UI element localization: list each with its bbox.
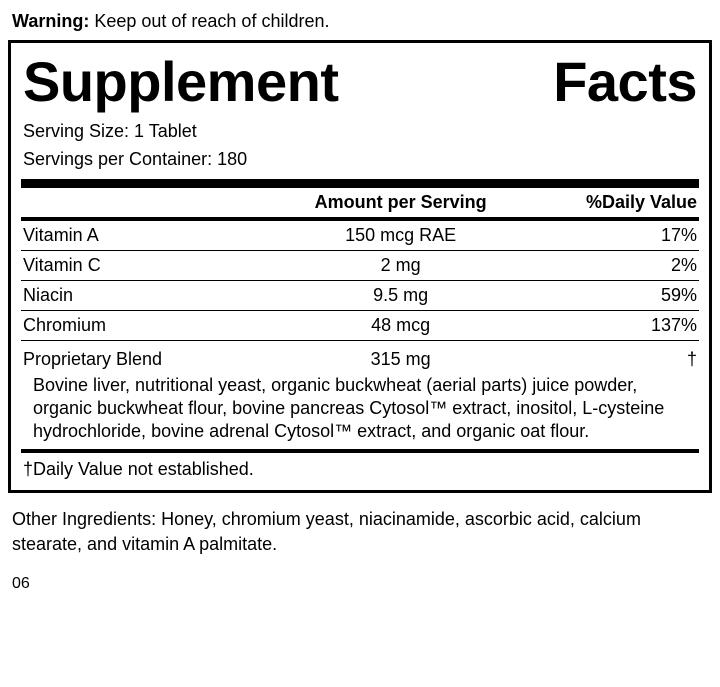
nutrient-dv: 2% (523, 251, 699, 281)
nutrient-name: Chromium (21, 311, 279, 341)
header-daily-value: %Daily Value (585, 192, 697, 212)
nutrient-dv: 137% (523, 311, 699, 341)
table-header-row (21, 188, 699, 217)
nutrient-name: Vitamin C (21, 251, 279, 281)
nutrient-rows (21, 221, 699, 374)
warning-label: Warning: (12, 11, 90, 31)
blend-description: Bovine liver, nutritional yeast, organic buckwheat (aerial parts) juice powder, organic buckwheat flour, bovine pancreas Cytosol™ extract, inositol, L-cysteine hydrochloride, bovine adrenal Cytosol™ extract, and organic oat flour. (33, 375, 665, 441)
nutrient-amount: 150 mcg RAE (279, 221, 523, 251)
nutrient-amount: 9.5 mg (279, 281, 523, 311)
supplement-facts-panel (8, 40, 712, 493)
table-row (21, 221, 699, 251)
panel-title (21, 49, 699, 117)
servings-per-container: Servings per Container: 180 (23, 149, 248, 169)
nutrition-table (21, 188, 699, 217)
nutrient-dv: 59% (523, 281, 699, 311)
warning-text: Keep out of reach of children. (89, 11, 330, 31)
other-ingredients: Other Ingredients: Honey, chromium yeast, niacinamide, ascorbic acid, calcium stearate, and vitamin A palmitate. (12, 509, 641, 554)
blend-amount: 315 mg (370, 349, 431, 369)
nutrient-name: Niacin (21, 281, 279, 311)
blend-name: Proprietary Blend (23, 349, 163, 369)
table-row (21, 281, 699, 311)
table-row (21, 251, 699, 281)
nutrient-amount: 2 mg (279, 251, 523, 281)
revision-code: 06 (12, 575, 30, 592)
header-amount-per-serving: Amount per Serving (314, 192, 487, 212)
table-row-blend (21, 341, 699, 375)
header-blank (21, 188, 279, 217)
panel-title-left: Supplement (23, 50, 339, 113)
nutrient-name: Vitamin A (21, 221, 279, 251)
panel-title-right: Facts (553, 50, 697, 113)
blend-dv: † (686, 349, 697, 369)
footnote-daily-value: †Daily Value not established. (23, 459, 254, 479)
table-row (21, 311, 699, 341)
serving-size: Serving Size: 1 Tablet (23, 121, 197, 141)
divider-thick-top (21, 179, 699, 188)
nutrient-dv: 17% (523, 221, 699, 251)
nutrient-amount: 48 mcg (279, 311, 523, 341)
warning-line (8, 0, 712, 40)
